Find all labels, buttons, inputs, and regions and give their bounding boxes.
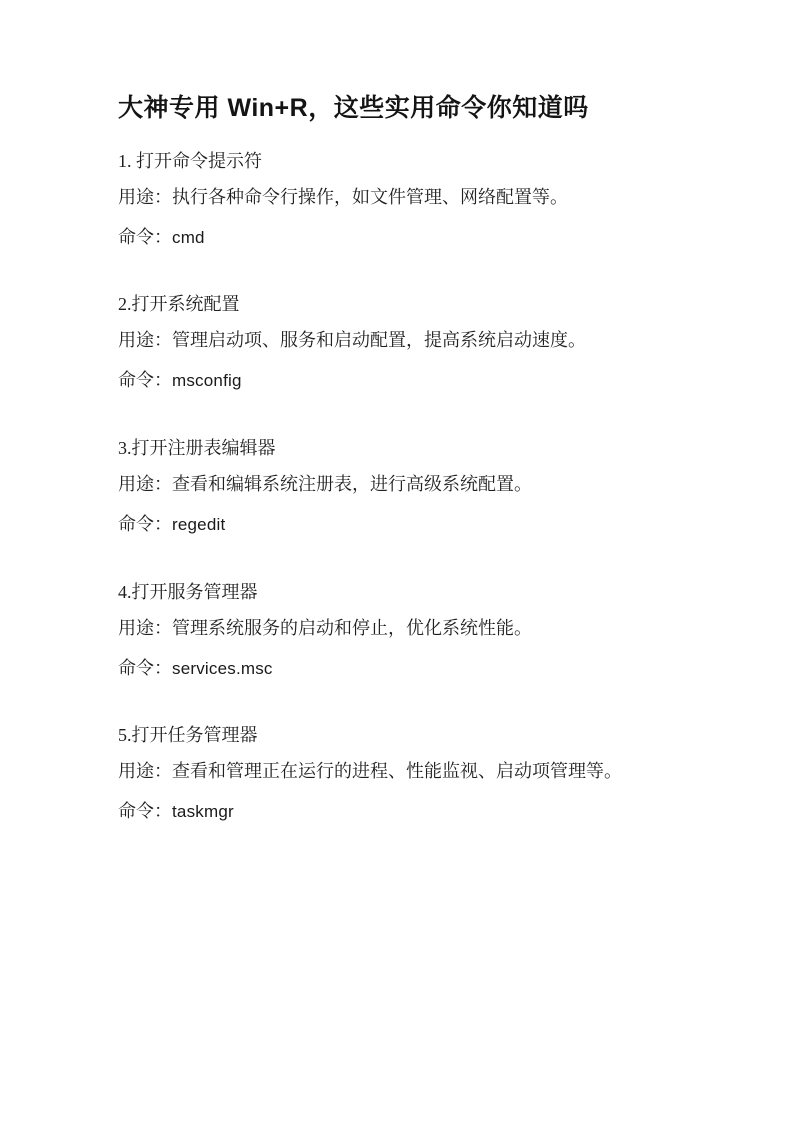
section-heading: 3.打开注册表编辑器 bbox=[118, 438, 276, 459]
section-heading: 2.打开系统配置 bbox=[118, 294, 240, 315]
section-command bbox=[118, 223, 682, 252]
section-usage bbox=[118, 756, 682, 787]
command-value: msconfig bbox=[172, 371, 242, 391]
usage-label: 用途： bbox=[118, 617, 172, 638]
usage-text: 查看和编辑系统注册表，进行高级系统配置。 bbox=[172, 473, 532, 494]
command-value: regedit bbox=[172, 514, 226, 534]
section-command bbox=[118, 797, 682, 826]
section-5 bbox=[118, 722, 682, 826]
section-1 bbox=[118, 148, 682, 252]
command-value: services.msc bbox=[172, 658, 273, 678]
section-4 bbox=[118, 579, 682, 683]
command-label: 命令： bbox=[118, 226, 172, 247]
usage-text: 管理启动项、服务和启动配置，提高系统启动速度。 bbox=[172, 330, 586, 351]
command-label: 命令： bbox=[118, 801, 172, 822]
section-usage bbox=[118, 325, 682, 356]
usage-label: 用途： bbox=[118, 186, 172, 207]
command-label: 命令： bbox=[118, 657, 172, 678]
section-heading: 1. 打开命令提示符 bbox=[118, 150, 262, 171]
usage-text: 管理系统服务的启动和停止，优化系统性能。 bbox=[172, 617, 532, 638]
command-label: 命令： bbox=[118, 370, 172, 391]
section-heading: 5.打开任务管理器 bbox=[118, 725, 258, 746]
command-value: taskmgr bbox=[172, 802, 234, 822]
command-value: cmd bbox=[172, 227, 205, 247]
section-usage bbox=[118, 469, 682, 500]
section-3 bbox=[118, 435, 682, 539]
section-2 bbox=[118, 291, 682, 395]
section-command bbox=[118, 366, 682, 395]
usage-text: 查看和管理正在运行的进程、性能监视、启动项管理等。 bbox=[172, 761, 622, 782]
section-usage bbox=[118, 613, 682, 644]
section-command bbox=[118, 510, 682, 539]
usage-text: 执行各种命令行操作，如文件管理、网络配置等。 bbox=[172, 186, 568, 207]
page-title: 大神专用 Win+R，这些实用命令你知道吗 bbox=[118, 94, 589, 122]
command-label: 命令： bbox=[118, 513, 172, 534]
section-usage bbox=[118, 182, 682, 213]
usage-label: 用途： bbox=[118, 330, 172, 351]
section-heading: 4.打开服务管理器 bbox=[118, 581, 258, 602]
usage-label: 用途： bbox=[118, 761, 172, 782]
usage-label: 用途： bbox=[118, 473, 172, 494]
section-command bbox=[118, 654, 682, 683]
